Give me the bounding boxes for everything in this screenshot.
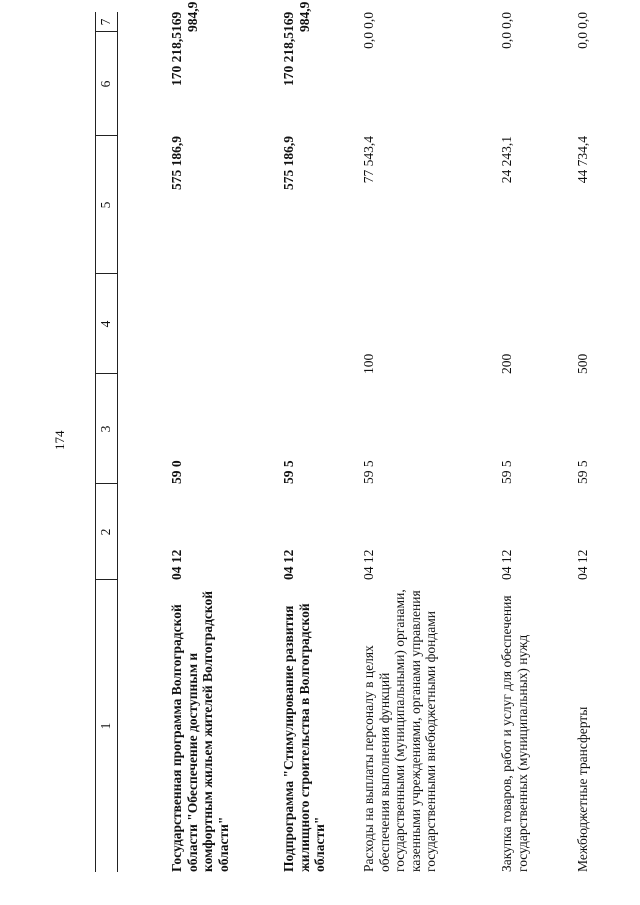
column-separator (95, 273, 117, 274)
column-separator (95, 373, 117, 374)
row-value-5: 575 186,9 (169, 136, 184, 190)
row-value-6: 0,0 (361, 32, 376, 49)
row-value-7: 0,0 (499, 12, 514, 29)
row-value-6: 0,0 (575, 32, 590, 49)
column-header-2: 2 (98, 528, 114, 536)
column-header-5: 5 (98, 201, 114, 209)
column-header-6: 6 (98, 80, 114, 88)
table-row (281, 12, 361, 872)
column-separator (95, 483, 117, 484)
row-expense-type (281, 274, 361, 374)
row-target-code: 59 0 (169, 460, 184, 484)
budget-table-container (95, 1, 615, 872)
row-value-6: 0,0 (499, 32, 514, 49)
column-separator (95, 579, 117, 580)
header-top-rule (95, 12, 96, 872)
row-value-7: 0,0 (575, 12, 590, 29)
column-separator (95, 135, 117, 136)
row-value-5: 44 734,4 (575, 136, 590, 184)
row-value-6: 170 218,5 (169, 32, 184, 86)
header-bottom-rule (117, 12, 118, 872)
page-number: 174 (52, 430, 67, 450)
row-value-5: 575 186,9 (281, 136, 296, 190)
row-target-code: 59 5 (281, 460, 296, 484)
row-section: 04 12 (361, 549, 376, 580)
row-section: 04 12 (281, 549, 296, 580)
table-row (117, 12, 281, 872)
row-value-6: 170 218,5 (281, 32, 296, 86)
row-name: Закупка товаров, работ и услуг для обеспечения государственных (муниципальных) нужд (499, 595, 530, 872)
row-name: Расходы на выплаты персоналу в целях обеспечения выполнения функций государственными (муниципальными) органами, казенными учреждениями, органами управления государственными внебюджетными фондами (361, 589, 438, 872)
row-target-code: 59 5 (499, 460, 514, 484)
column-header-7: 7 (98, 18, 114, 26)
table-row (361, 12, 499, 872)
row-value-7: 169 984,9 (169, 1, 200, 32)
row-expense-type: 500 (575, 353, 590, 374)
row-value-7: 0,0 (361, 12, 376, 29)
column-header-3: 3 (98, 425, 114, 433)
row-name: Подпрограмма "Стимулирование развития жилищного строительства в Волгоградской области" (281, 603, 327, 872)
row-value-5: 24 243,1 (499, 136, 514, 184)
budget-table (95, 1, 615, 872)
column-header-4: 4 (98, 320, 114, 328)
row-section: 04 12 (169, 549, 184, 580)
row-name: Межбюджетные трансферты (575, 706, 590, 872)
column-separator (95, 31, 117, 32)
row-value-7: 169 984,9 (281, 1, 312, 32)
row-value-5: 77 543,4 (361, 136, 376, 184)
row-target-code: 59 5 (361, 460, 376, 484)
table-row (575, 12, 615, 872)
row-expense-type: 200 (499, 353, 514, 374)
row-name: Государственная программа Волгоградской области "Обеспечение доступным и комфортным жильем жителей Волгоградской области" (169, 590, 231, 872)
row-expense-type: 100 (361, 353, 376, 374)
row-target-code: 59 5 (575, 460, 590, 484)
column-header-1: 1 (98, 722, 114, 730)
table-row (499, 12, 575, 872)
row-section: 04 12 (499, 549, 514, 580)
row-expense-type (117, 274, 281, 374)
row-section: 04 12 (575, 549, 590, 580)
header-row (95, 12, 117, 872)
